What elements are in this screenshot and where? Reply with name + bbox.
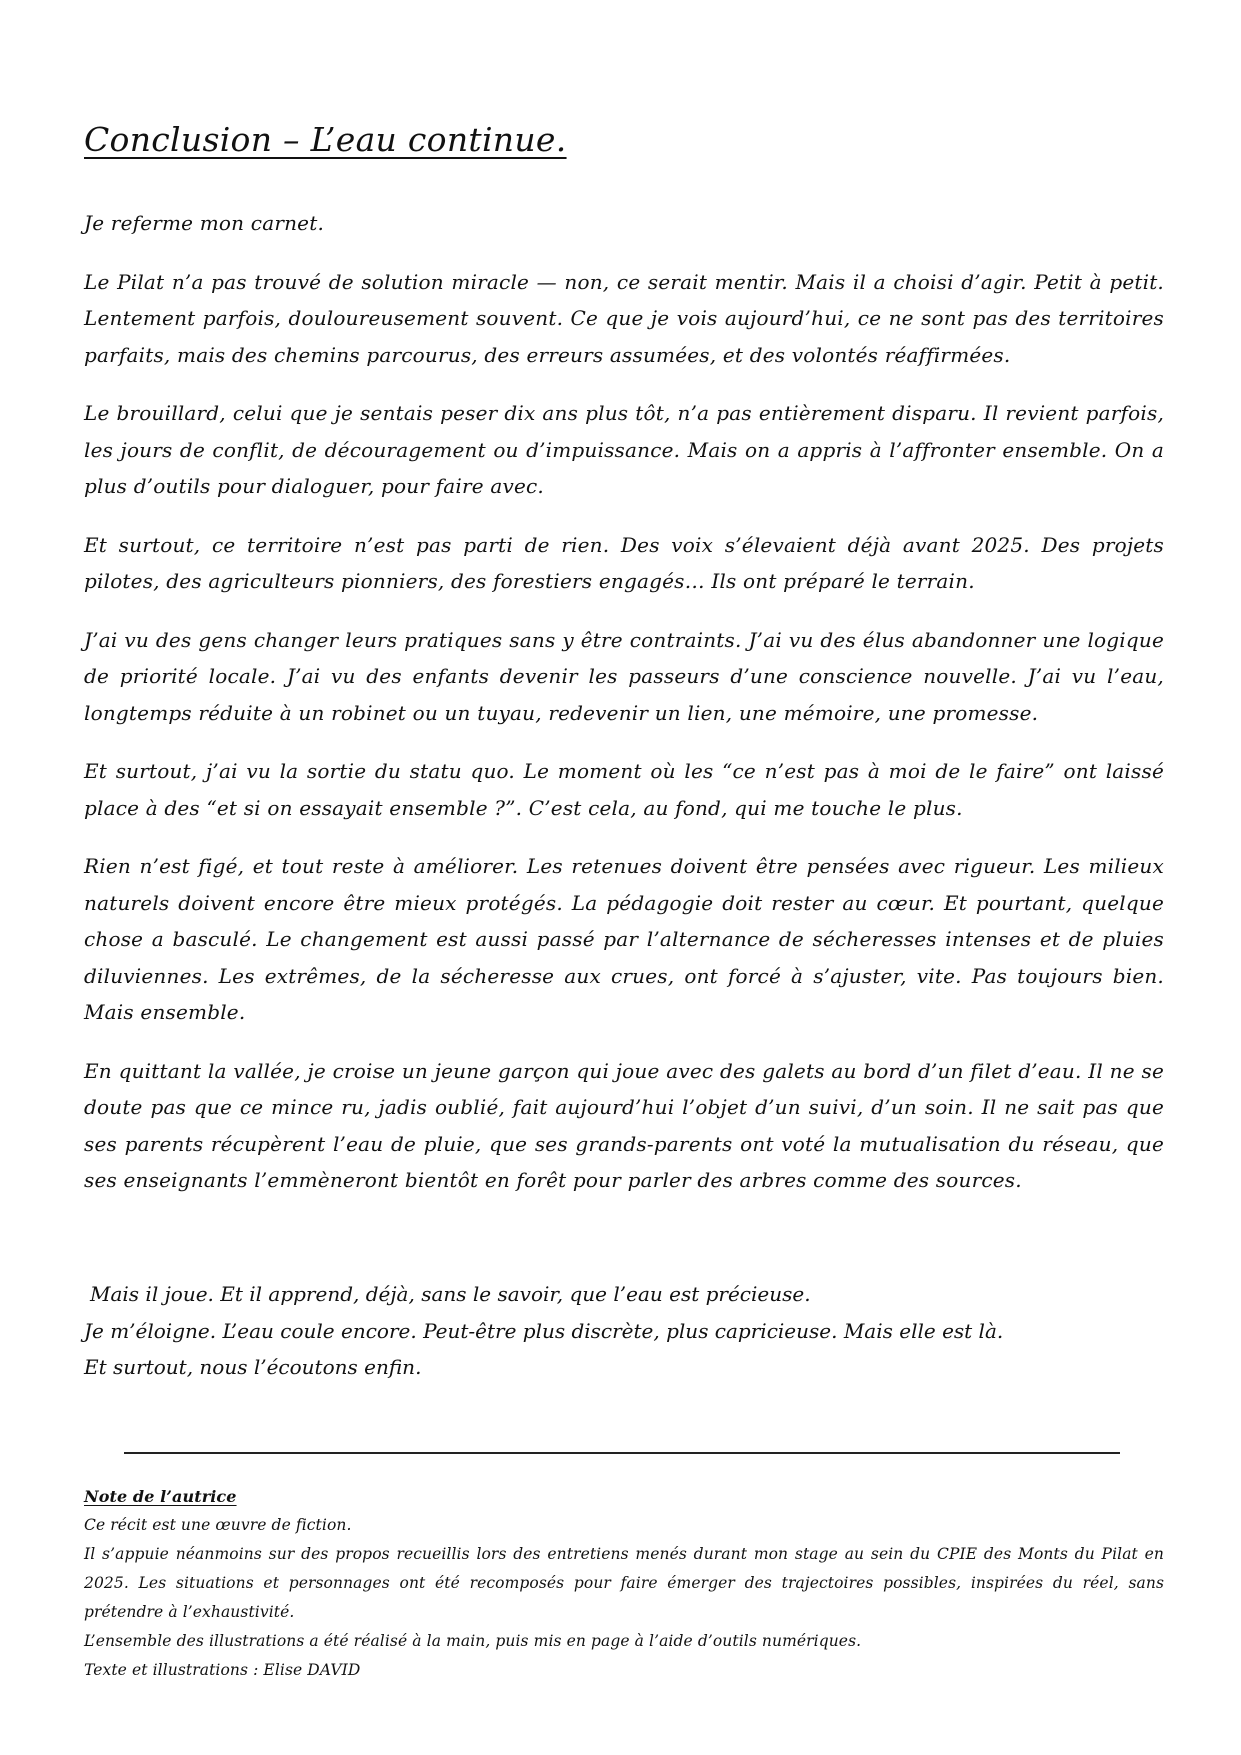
- closing-lines: [84, 1276, 1164, 1386]
- author-note-line-3: L’ensemble des illustrations a été réalisé à la main, puis mis en page à l’aide d’outils numériques.: [84, 1632, 862, 1650]
- paragraph-4: Et surtout, ce territoire n’est pas parti de rien. Des voix s’élevaient déjà avant 2025. Des projets pilotes, des agriculteurs pionniers, des forestiers engagés… Ils ont préparé le terrain.: [84, 532, 1164, 593]
- author-note: [84, 1482, 1164, 1685]
- paragraph-3: Le brouillard, celui que je sentais peser dix ans plus tôt, n’a pas entièrement disparu. Il revient parfois, les jours de conflit, de découragement ou d’impuissance. Mais on a appris à l’affronter ensemble. On a plus d’outils pour dialoguer, pour faire avec.: [84, 401, 1164, 498]
- paragraph-5: J’ai vu des gens changer leurs pratiques sans y être contraints. J’ai vu des élus abandonner une logique de priorité locale. J’ai vu des enfants devenir les passeurs d’une conscience nouvelle. J’ai vu l’eau, longtemps réduite à un robinet ou un tuyau, redevenir un lien, une mémoire, une promesse.: [84, 627, 1164, 725]
- paragraph-6: Et surtout, j’ai vu la sortie du statu quo. Le moment où les “ce n’est pas à moi de le faire” ont laissé place à des “et si on essayait ensemble ?”. C’est cela, au fond, qui me touche le plus.: [84, 759, 1164, 820]
- paragraph-8: En quittant la vallée, je croise un jeune garçon qui joue avec des galets au bord d’un filet d’eau. Il ne se doute pas que ce mince ru, jadis oublié, fait aujourd’hui l’objet d’un suivi, d’un soin. Il ne sait pas que ses parents récupèrent l’eau de pluie, que ses grands-parents ont voté la mutualisation du réseau, que ses enseignants l’emmèneront bientôt en forêt pour parler des arbres comme des sources.: [84, 1058, 1164, 1192]
- author-note-line-4: Texte et illustrations : Elise DAVID: [84, 1661, 361, 1679]
- paragraph-2: Le Pilat n’a pas trouvé de solution miracle — non, ce serait mentir. Mais il a choisi d’agir. Petit à petit. Lentement parfois, douloureusement souvent. Ce que je vois aujourd’hui, ce ne sont pas des territoires parfaits, mais des chemins parcourus, des erreurs assumées, et des volontés réaffirmées.: [84, 269, 1164, 367]
- closing-line-2: Je m’éloigne. L’eau coule encore. Peut-être plus discrète, plus capricieuse. Mais elle est là.: [84, 1318, 1004, 1343]
- closing-line-1: Mais il joue. Et il apprend, déjà, sans le savoir, que l’eau est précieuse.: [90, 1282, 811, 1306]
- author-note-line-2: Il s’appuie néanmoins sur des propos recueillis lors des entretiens menés durant mon stage au sein du CPIE des Monts du Pilat en 2025. Les situations et personnages ont été recomposés pour faire émerger des trajectoires possibles, inspirées du réel, sans prétendre à l’exhaustivité.: [84, 1545, 1164, 1621]
- paragraph-1: Je referme mon carnet.: [84, 211, 325, 235]
- author-note-heading: Note de l’autrice: [84, 1487, 237, 1506]
- author-note-line-1: Ce récit est une œuvre de fiction.: [84, 1516, 352, 1534]
- body-text: [84, 205, 1164, 1221]
- paragraph-7: Rien n’est figé, et tout reste à améliorer. Les retenues doivent être pensées avec rigueur. Les milieux naturels doivent encore être mieux protégés. La pédagogie doit rester au cœur. Et pourtant, quelque chose a basculé. Le changement est aussi passé par l’alternance de sécheresses intenses et de pluies diluviennes. Les extrêmes, de la sécheresse aux crues, ont forcé à s’ajuster, vite. Pas toujours bien. Mais ensemble.: [84, 854, 1164, 1024]
- closing-line-3: Et surtout, nous l’écoutons enfin.: [84, 1355, 422, 1379]
- page-title: Conclusion – L’eau continue.: [84, 120, 567, 159]
- section-divider: [124, 1452, 1120, 1454]
